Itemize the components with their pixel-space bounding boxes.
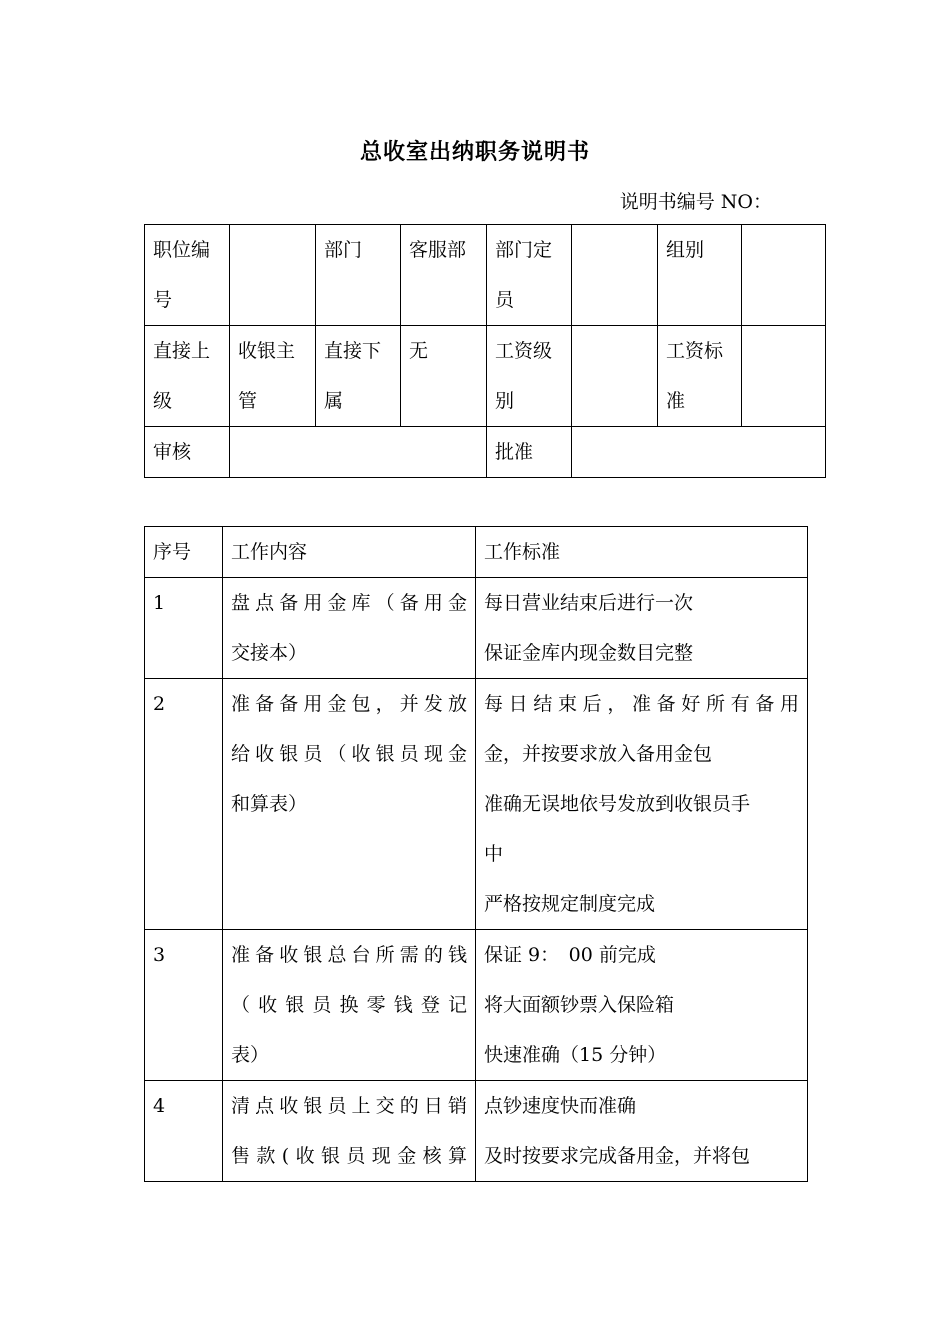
duty-standard <box>476 578 808 679</box>
salary-standard-label: 工资标准 <box>658 326 742 427</box>
department-value: 客服部 <box>401 225 487 326</box>
duty-content-line: 准备收银总台所需的钱 <box>231 944 467 966</box>
duty-content-line: 准备备用金包，并发放 <box>231 693 467 715</box>
duty-content-line: 表） <box>231 1044 270 1066</box>
duty-content <box>223 578 476 679</box>
group-value <box>742 225 826 326</box>
duty-header-row <box>145 527 808 578</box>
duty-content-line: 清点收银员上交的日销 <box>231 1095 467 1117</box>
duty-row <box>145 578 808 679</box>
superior-value: 收银主管 <box>230 326 316 427</box>
duty-content-line: 给收银员（收银员现金 <box>231 743 467 765</box>
duty-no: 2 <box>145 679 223 930</box>
duty-content <box>223 930 476 1081</box>
duty-standard-line: 每日营业结束后进行一次 <box>484 592 694 614</box>
position-code-label: 职位编号 <box>145 225 230 326</box>
duty-content-line: 盘点备用金库（备用金 <box>231 592 467 614</box>
headcount-value <box>572 225 658 326</box>
salary-grade-label: 工资级别 <box>487 326 572 427</box>
salary-grade-value <box>572 326 658 427</box>
duty-standard-line: 准确无误地依号发放到收银员手 <box>484 793 751 815</box>
duty-standard <box>476 1081 808 1182</box>
duty-standard-line: 每日结束后，准备好所有备用 <box>484 693 799 715</box>
position-code-value <box>230 225 316 326</box>
header-no: 序号 <box>145 527 223 578</box>
duty-row <box>145 1081 808 1182</box>
duty-row <box>145 930 808 1081</box>
duty-standard-line: 金，并按要求放入备用金包 <box>484 743 713 765</box>
duty-no: 4 <box>145 1081 223 1182</box>
duty-table <box>144 526 808 1182</box>
header-content: 工作内容 <box>223 527 476 578</box>
info-row <box>145 225 826 326</box>
duty-content-line: 和算表） <box>231 793 308 815</box>
superior-label: 直接上级 <box>145 326 230 427</box>
duty-content <box>223 679 476 930</box>
header-standard: 工作标准 <box>476 527 808 578</box>
doc-number-label: 说明书编号 NO： <box>619 191 772 213</box>
duty-standard-line: 中 <box>484 843 504 865</box>
info-row <box>145 326 826 427</box>
review-label: 审核 <box>145 427 230 478</box>
duty-content-line: 售款(收银员现金核算 <box>231 1145 467 1167</box>
approve-label: 批准 <box>487 427 572 478</box>
document-title: 总收室出纳职务说明书 <box>359 139 590 165</box>
subordinate-value: 无 <box>401 326 487 427</box>
duty-content-line: 交接本） <box>231 642 308 664</box>
duty-standard-line: 快速准确（15 分钟） <box>484 1044 667 1066</box>
info-row <box>145 427 826 478</box>
duty-no: 1 <box>145 578 223 679</box>
subordinate-label: 直接下属 <box>316 326 401 427</box>
duty-row <box>145 679 808 930</box>
duty-standard-line: 及时按要求完成备用金，并将包 <box>484 1145 751 1167</box>
department-label: 部门 <box>316 225 401 326</box>
duty-no: 3 <box>145 930 223 1081</box>
duty-standard <box>476 930 808 1081</box>
duty-standard-line: 保证 9： 00 前完成 <box>484 944 656 966</box>
duty-content-line: （收银员换零钱登记 <box>231 994 467 1016</box>
headcount-label: 部门定员 <box>487 225 572 326</box>
duty-content <box>223 1081 476 1182</box>
position-info-table <box>144 224 826 478</box>
duty-standard <box>476 679 808 930</box>
duty-standard-line: 严格按规定制度完成 <box>484 893 656 915</box>
review-value <box>230 427 487 478</box>
approve-value <box>572 427 826 478</box>
duty-standard-line: 点钞速度快而准确 <box>484 1095 637 1117</box>
group-label: 组别 <box>658 225 742 326</box>
salary-standard-value <box>742 326 826 427</box>
duty-standard-line: 保证金库内现金数目完整 <box>484 642 694 664</box>
duty-standard-line: 将大面额钞票入保险箱 <box>484 994 675 1016</box>
